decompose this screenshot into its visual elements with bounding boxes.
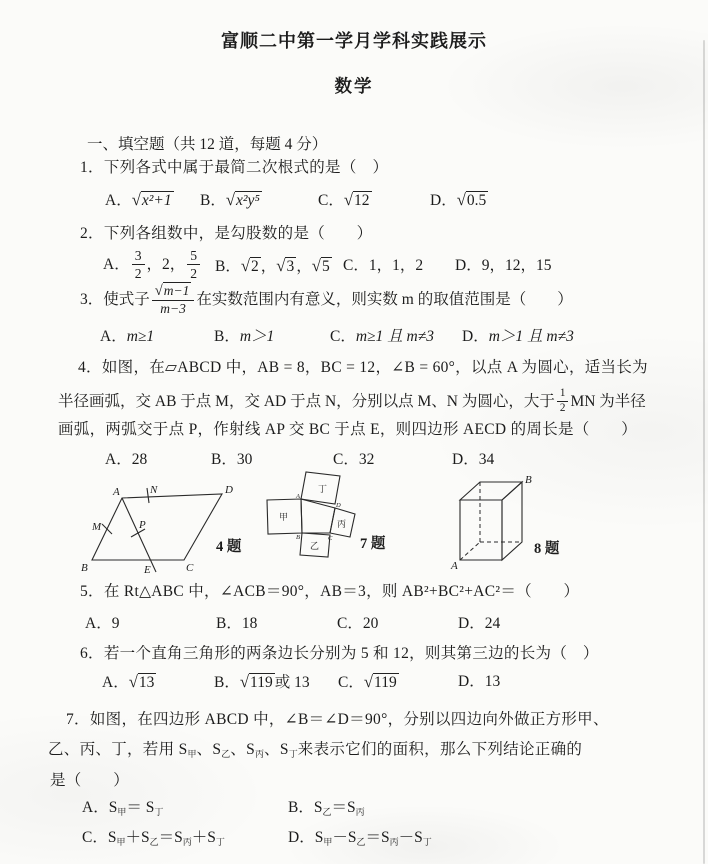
option-label: A． [85,615,112,632]
option-text: 18 [241,615,258,632]
subscript: 乙 [221,749,231,759]
option-label: B． [214,328,240,345]
q7-option-b: B．$S_乙=S_丙$ [288,799,365,817]
q2-option-b [215,256,332,277]
option-text: m≥1 且 m≠3 [355,328,434,345]
option-label: D． [458,673,485,690]
option-label: D． [455,257,482,274]
option-label: C． [337,615,363,632]
sqrt-expression: √ 2 [241,256,261,277]
option-text: 30 [236,451,253,468]
question-1-stem: 1．下列各式中属于最简二次根式的是（ ） [80,159,389,176]
q2-option-d [455,256,551,275]
q3-option-b [214,327,274,346]
stem-text: 在实数范围内有意义，则实数 m 的取值范围是（ ） [196,291,573,309]
option-text: ， [296,257,312,275]
q6-option-d [458,672,500,691]
q5-option-b [216,614,257,633]
q7-option-a: A．$S_甲= S_丁$ [82,799,164,817]
figure-q8-caption: 8 题 [534,541,560,557]
option-label: C． [82,829,108,846]
figure-q4-parallelogram [70,482,245,574]
option-text: m＞1 [239,328,275,345]
q1-option-c [318,190,372,211]
option-label: C． [330,328,356,345]
subscript: 丁 [288,749,298,759]
corner-label-b: B [296,534,300,541]
option-label: A． [105,451,132,468]
q3-option-d [462,327,574,346]
option-label: D． [462,328,489,345]
figure-q8-cuboid [448,470,548,570]
q1-option-d [430,190,488,211]
sqrt-expression: √ x²+1 [132,190,174,211]
q5-option-d [458,614,500,633]
q1-option-b [200,190,262,211]
q1-option-a [105,190,174,211]
question-4-line2 [58,388,646,414]
figure-q7-caption: 7 题 [360,536,386,552]
question-5-stem: 5．在 Rt△ABC 中，∠ACB＝90°，AB＝3，则 AB²+BC²+AC²＝（ ） [80,583,580,600]
exam-title: 富顺二中第一学月学科实践展示 [221,31,487,51]
vertex-label-a: A [113,486,120,498]
vertex-label-b: B [525,474,532,486]
sqrt-expression: √ 119 [240,672,275,693]
option-label: C． [338,673,364,691]
option-label: A． [103,255,130,273]
stem-text: MN 为半径 [570,392,646,410]
fraction: $\frac{1}{2}$ [557,388,569,414]
vertex-label-c: C [186,562,194,574]
vertex-label-b: B [81,562,88,574]
option-label: A． [100,328,127,345]
subscript: 丙 [255,749,265,759]
vertex-label-a: A [451,560,458,572]
q4-option-b [211,450,252,469]
option-label: B． [215,257,241,275]
option-label: C． [343,257,369,274]
option-text: 20 [362,615,379,632]
fraction: √ $\frac{m-1}{m-3}$ [152,283,195,317]
corner-label-c: C [328,535,333,542]
q5-option-a [85,614,119,633]
option-label: D． [430,191,457,209]
vertex-label-p: P [139,519,146,531]
option-label: A． [105,191,132,209]
option-text: 28 [131,451,148,468]
square-label-jia: 甲 [279,512,289,522]
vertex-label-n: N [150,484,158,496]
question-6-stem: 6．若一个直角三角形的两条边长分别为 5 和 12，则其第三边的长为（ ） [80,645,599,662]
q3-option-c [330,327,434,346]
figure-q4-caption: 4 题 [216,539,242,555]
option-text: ， [260,257,277,275]
option-label: A． [82,799,109,816]
stem-text: 3．使式子 [80,291,150,309]
sqrt-expression: √ 3 [276,256,296,277]
question-4-line1: 4．如图，在▱ABCD 中，AB = 8，BC = 12，∠B = 60°，以点 A 为圆心，适当长为 [78,359,648,376]
question-2-stem: 2．下列各组数中，是勾股数的是（ ） [80,225,373,242]
section-heading: 一、填空题（共 12 道，每题 4 分） [87,136,328,153]
q4-option-a [105,450,147,469]
vertex-label-d: D [225,484,233,496]
sqrt-expression: √ 12 [344,190,372,211]
option-label: B． [216,615,242,632]
q6-option-c [338,672,399,693]
sqrt-expression: √ 13 [129,672,157,693]
option-text: 9，12，15 [481,257,552,274]
option-label: C． [333,451,359,468]
option-text: 1，1，2 [368,257,424,274]
square-label-bing: 丙 [337,519,347,529]
option-text: 24 [484,615,501,632]
sqrt-expression: √ m−1 [152,283,195,301]
sqrt-expression: √ 0.5 [457,190,489,211]
corner-label-a: A [296,493,300,500]
fraction: $\frac{5}{2}$ [187,248,200,281]
subject-title: 数学 [334,76,374,96]
q4-option-d [452,450,494,469]
question-3-stem [80,283,573,317]
scan-edge-shadow [703,40,705,864]
question-7-line3: 是（ ） [50,772,130,789]
square-label-yi: 乙 [310,541,320,551]
option-text: ，2， [146,255,186,273]
sqrt-expression: √ 5 [312,256,332,277]
option-text: 34 [478,451,495,468]
option-label: A． [102,673,129,691]
vertex-label-e: E [144,564,151,576]
q7-option-d: D．$S_甲-S_乙=S_丙-S_丁$ [288,829,432,847]
q5-option-c [337,614,378,633]
option-label: D． [458,615,485,632]
option-text: 32 [358,451,375,468]
q2-option-c [343,256,423,275]
q3-option-a [100,327,154,346]
option-label: B． [211,451,237,468]
option-text: 13 [484,673,501,690]
option-text: m＞1 且 m≠3 [488,328,574,345]
q6-option-a [102,672,156,693]
option-label: B． [200,191,226,209]
option-label: D． [452,451,479,468]
subscript: 甲 [187,749,197,759]
option-label: B． [214,673,240,691]
option-label: C． [318,191,344,209]
question-7-line1: 7．如图，在四边形 ABCD 中，∠B＝∠D＝90°，分别以四边向外做正方形甲、 [66,711,609,728]
vertex-label-m: M [92,521,102,533]
fraction: $\frac{3}{2}$ [132,248,145,281]
option-text: 9 [111,615,120,632]
q7-option-c: C．$S_甲+S_乙=S_丙+S_丁$ [82,829,225,847]
option-text: m≥1 [126,328,155,345]
figure-q7-squares [262,466,377,571]
q6-option-b [214,672,310,693]
option-label: B． [288,799,314,816]
corner-label-d: D [336,502,341,509]
square-label-ding: 丁 [318,484,328,494]
sqrt-expression: √ 119 [364,672,399,693]
option-label: D． [288,829,315,846]
question-7-line2: 乙、丙、丁，若用 $S_甲$、$S_乙$、$S_丙$、$S_丁$来表示它们的面积，那么下列结论正确的 [48,741,583,759]
q2-option-a [103,248,202,281]
question-4-line3: 画弧，两弧交于点 P，作射线 AP 交 BC 于点 E，则四边形 AECD 的周长是（ ） [58,421,637,438]
sqrt-expression: √ x²y⁵ [226,190,262,211]
stem-text: 半径画弧，交 AB 于点 M，交 AD 于点 N，分别以点 M、N 为圆心，大于 [58,392,555,410]
option-text: 或 13 [274,673,310,691]
